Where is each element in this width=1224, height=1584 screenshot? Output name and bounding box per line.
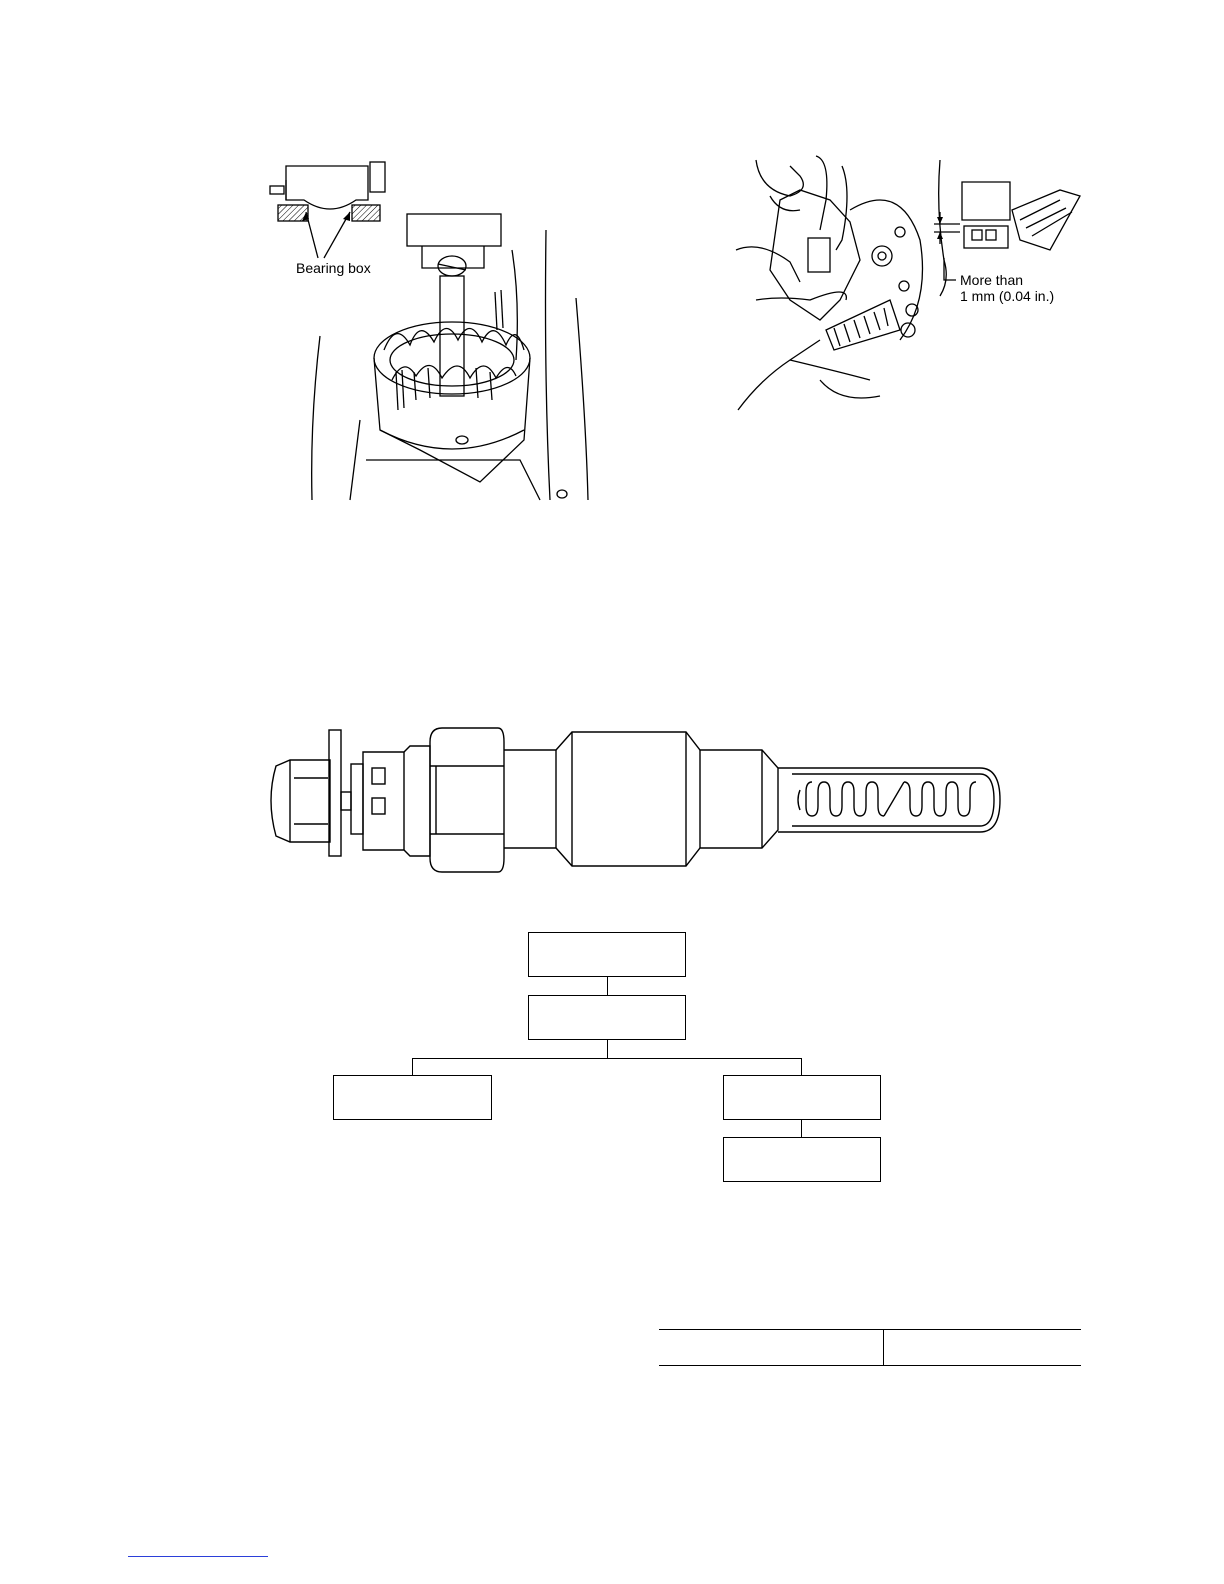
flowchart-connector bbox=[412, 1058, 413, 1075]
flowchart-connector bbox=[801, 1120, 802, 1137]
table-bottom-rule bbox=[659, 1365, 1081, 1366]
table-column-divider bbox=[883, 1329, 884, 1365]
brush-callout-line2: 1 mm (0.04 in.) bbox=[960, 288, 1055, 304]
flowchart-connector bbox=[607, 1040, 608, 1058]
flowchart-box-2 bbox=[528, 995, 686, 1040]
table-top-rule bbox=[659, 1329, 1081, 1330]
flowchart-connector bbox=[801, 1058, 802, 1075]
flowchart-branch-line bbox=[412, 1058, 802, 1059]
flowchart-box-3 bbox=[333, 1075, 492, 1120]
flowchart-box-1 bbox=[528, 932, 686, 977]
flowchart-box-5 bbox=[723, 1137, 881, 1182]
flowchart-box-4 bbox=[723, 1075, 881, 1120]
bearing-box-label: Bearing box bbox=[296, 260, 371, 276]
footer-link-underline[interactable] bbox=[128, 1556, 268, 1557]
flowchart-connector bbox=[607, 977, 608, 995]
brush-callout-line1: More than bbox=[960, 272, 1024, 288]
